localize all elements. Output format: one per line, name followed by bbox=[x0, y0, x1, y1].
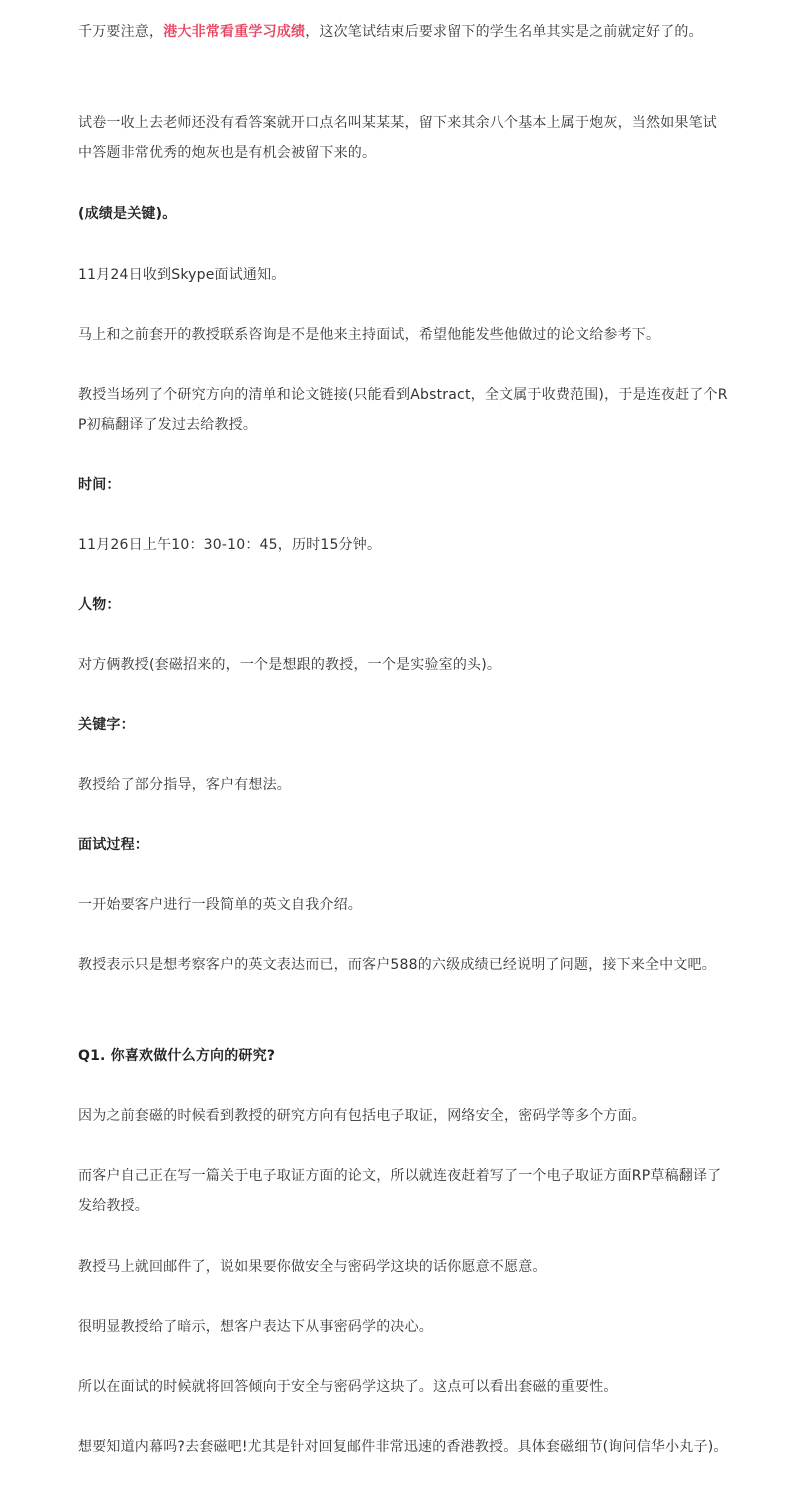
section-heading-people: 人物： bbox=[78, 597, 121, 613]
paragraph: 想要知道内幕吗?去套磁吧!尤其是针对回复邮件非常迅速的香港教授。具体套磁细节(询问信华小丸子)。 bbox=[78, 1439, 728, 1455]
paragraph: 试卷一收上去老师还没有看答案就开口点名叫某某某，留下来其余八个基本上属于炮灰，当然如果笔试中答题非常优秀的炮灰也是有机会被留下来的。 bbox=[78, 115, 717, 161]
section-note: (成绩是关键)。 bbox=[78, 206, 177, 222]
paragraph: 因为之前套磁的时候看到教授的研究方向有包括电子取证，网络安全，密码学等多个方面。 bbox=[78, 1108, 646, 1124]
section-heading-process: 面试过程： bbox=[78, 837, 149, 853]
paragraph: 一开始要客户进行一段简单的英文自我介绍。 bbox=[78, 897, 362, 913]
paragraph: 很明显教授给了暗示，想客户表达下从事密码学的决心。 bbox=[78, 1319, 433, 1335]
paragraph-text: ，这次笔试结束后要求留下的学生名单其实是之前就定好了的。 bbox=[305, 24, 703, 40]
highlight-text: 港大非常看重学习成绩 bbox=[163, 24, 306, 40]
paragraph: 教授表示只是想考察客户的英文表达而已，而客户588的六级成绩已经说明了问题，接下来全中文吧。 bbox=[78, 957, 716, 973]
paragraph: 11月24日收到Skype面试通知。 bbox=[78, 267, 286, 283]
paragraph: 所以在面试的时候就将回答倾向于安全与密码学这块了。这点可以看出套磁的重要性。 bbox=[78, 1379, 618, 1395]
paragraph: 教授给了部分指导，客户有想法。 bbox=[78, 777, 291, 793]
paragraph-text: 千万要注意， bbox=[78, 24, 164, 40]
paragraph: 马上和之前套开的教授联系咨询是不是他来主持面试，希望他能发些他做过的论文给参考下。 bbox=[78, 327, 661, 343]
section-heading-keywords: 关键字： bbox=[78, 717, 135, 733]
paragraph bbox=[78, 17, 728, 47]
paragraph: 教授马上就回邮件了，说如果要你做安全与密码学这块的话你愿意不愿意。 bbox=[78, 1259, 547, 1275]
section-heading-time: 时间： bbox=[78, 477, 121, 493]
paragraph: 对方俩教授(套磁招来的，一个是想跟的教授，一个是实验室的头)。 bbox=[78, 657, 502, 673]
paragraph: 教授当场列了个研究方向的清单和论文链接(只能看到Abstract，全文属于收费范围)，于是连夜赶了个RP初稿翻译了发过去给教授。 bbox=[78, 387, 728, 433]
question-heading: Q1. 你喜欢做什么方向的研究? bbox=[78, 1048, 276, 1064]
paragraph: 而客户自己正在写一篇关于电子取证方面的论文，所以就连夜赶着写了一个电子取证方面RP草稿翻译了发给教授。 bbox=[78, 1168, 722, 1214]
paragraph: 11月26日上午10：30-10：45，历时15分钟。 bbox=[78, 537, 382, 553]
